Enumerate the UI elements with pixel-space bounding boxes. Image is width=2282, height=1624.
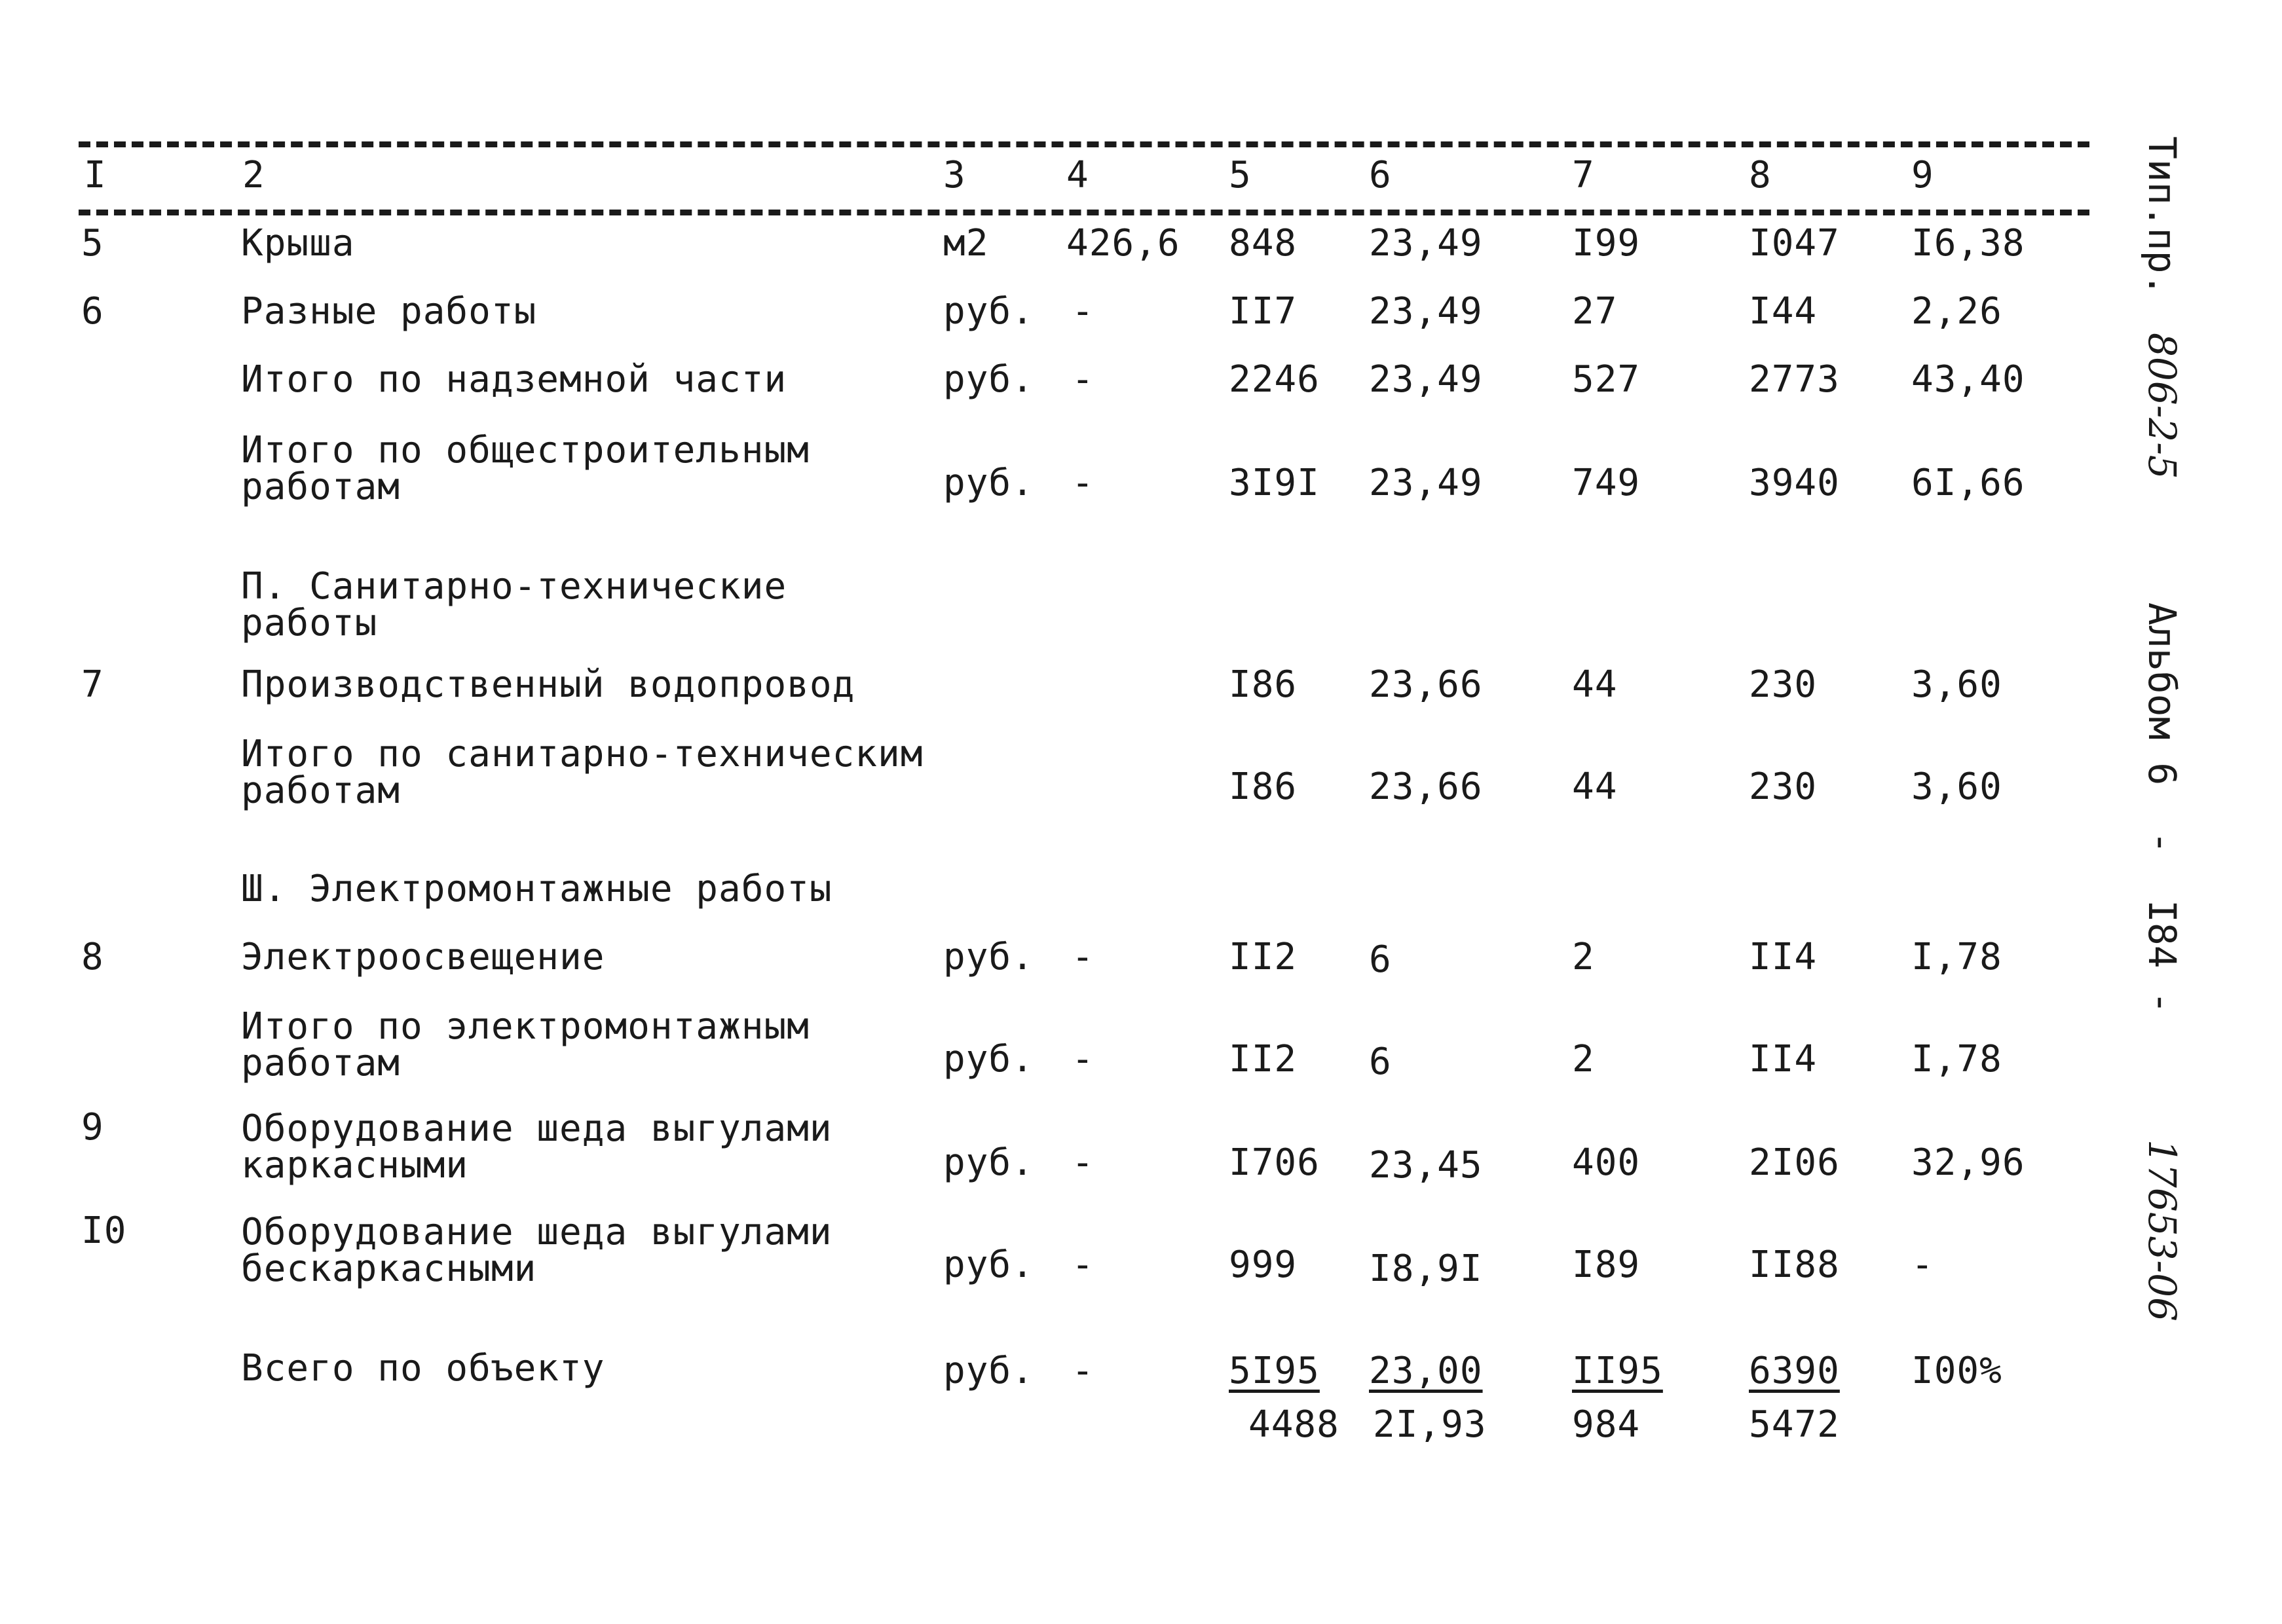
subtotal-name: Итого по санитарно-техническим работам bbox=[241, 733, 924, 812]
subtotal-name: Итого по надземной части bbox=[241, 358, 787, 401]
row-col8: I44 bbox=[1749, 290, 1818, 333]
row-quantity: - bbox=[1072, 1141, 1094, 1184]
row-col6: 6 bbox=[1369, 938, 1392, 981]
section-heading: Ш. Электромонтажные работы bbox=[241, 868, 832, 910]
row-quantity: - bbox=[1072, 358, 1094, 401]
header-rule-top bbox=[79, 141, 2089, 147]
row-col6: 23,49 bbox=[1369, 358, 1483, 401]
row-col7: 44 bbox=[1572, 766, 1618, 808]
col-header-6: 6 bbox=[1369, 154, 1392, 196]
col-header-3: 3 bbox=[943, 154, 966, 196]
row-col5: I706 bbox=[1229, 1141, 1320, 1184]
row-col8: 3940 bbox=[1749, 462, 1840, 504]
total-col8-alt: 5472 bbox=[1749, 1403, 1840, 1446]
row-col8: 230 bbox=[1749, 663, 1818, 706]
row-col7: 27 bbox=[1572, 290, 1618, 333]
row-number: 6 bbox=[81, 290, 104, 333]
total-col5-alt: 4488 bbox=[1248, 1403, 1339, 1446]
row-col9: I6,38 bbox=[1911, 222, 2025, 265]
col-header-4: 4 bbox=[1066, 154, 1089, 196]
col-header-8: 8 bbox=[1749, 154, 1772, 196]
side-album: Альбом 6 - I84 - bbox=[2140, 602, 2184, 1014]
row-col8: II88 bbox=[1749, 1244, 1840, 1286]
row-name: Крыша bbox=[241, 222, 355, 265]
row-name: Оборудование шеда выгулами бескаркасными bbox=[241, 1211, 832, 1290]
row-col7: 2 bbox=[1572, 936, 1595, 978]
row-unit: руб. bbox=[943, 462, 1034, 504]
row-name: Производственный водопровод bbox=[241, 663, 855, 706]
row-unit: руб. bbox=[943, 1350, 1034, 1392]
side-project-code: 806-2-5 bbox=[2140, 333, 2184, 479]
row-quantity: - bbox=[1072, 1244, 1094, 1286]
row-name: Оборудование шеда выгулами каркасными bbox=[241, 1107, 832, 1187]
row-col6: 23,66 bbox=[1369, 766, 1483, 808]
row-col6: 23,45 bbox=[1369, 1144, 1483, 1187]
row-col5: 999 bbox=[1229, 1244, 1298, 1286]
grand-total-name: Всего по объекту bbox=[241, 1347, 605, 1390]
row-col5: II2 bbox=[1229, 936, 1298, 978]
row-quantity: - bbox=[1072, 1038, 1094, 1080]
row-col9: I,78 bbox=[1911, 1038, 2002, 1080]
row-col5: 2246 bbox=[1229, 358, 1320, 401]
row-col9: 2,26 bbox=[1911, 290, 2002, 333]
row-col9: I,78 bbox=[1911, 936, 2002, 978]
row-col8: II4 bbox=[1749, 1038, 1818, 1080]
col-header-5: 5 bbox=[1229, 154, 1252, 196]
row-col6: 6 bbox=[1369, 1041, 1392, 1083]
row-col8: I047 bbox=[1749, 222, 1840, 265]
row-col7: 44 bbox=[1572, 663, 1618, 706]
row-col9: - bbox=[1911, 1244, 1934, 1286]
total-col9: I00% bbox=[1911, 1350, 2002, 1392]
row-col7: I99 bbox=[1572, 222, 1641, 265]
row-col7: I89 bbox=[1572, 1244, 1641, 1286]
row-quantity: - bbox=[1072, 936, 1094, 978]
row-col9: 32,96 bbox=[1911, 1141, 2025, 1184]
row-name: Электроосвещение bbox=[241, 936, 605, 978]
row-unit: м2 bbox=[943, 222, 989, 265]
total-col7: II95 bbox=[1572, 1350, 1663, 1392]
row-number: 5 bbox=[81, 222, 104, 265]
row-number: I0 bbox=[81, 1209, 127, 1252]
total-col6: 23,00 bbox=[1369, 1350, 1483, 1392]
row-col5: 848 bbox=[1229, 222, 1298, 265]
row-col9: 3,60 bbox=[1911, 766, 2002, 808]
row-unit: руб. bbox=[943, 936, 1034, 978]
row-unit: руб. bbox=[943, 1244, 1034, 1286]
col-header-1: I bbox=[84, 154, 107, 196]
col-header-9: 9 bbox=[1911, 154, 1934, 196]
col-header-7: 7 bbox=[1572, 154, 1595, 196]
col-header-2: 2 bbox=[242, 154, 265, 196]
row-col6: 23,49 bbox=[1369, 462, 1483, 504]
row-col7: 2 bbox=[1572, 1038, 1595, 1080]
row-col5: I86 bbox=[1229, 766, 1298, 808]
row-col7: 749 bbox=[1572, 462, 1641, 504]
row-col5: II2 bbox=[1229, 1038, 1298, 1080]
row-col9: 43,40 bbox=[1911, 358, 2025, 401]
row-col5: II7 bbox=[1229, 290, 1298, 333]
total-col8: 6390 bbox=[1749, 1350, 1840, 1392]
row-col5: 3I9I bbox=[1229, 462, 1320, 504]
row-quantity: - bbox=[1072, 1350, 1094, 1392]
row-number: 9 bbox=[81, 1106, 104, 1149]
row-col9: 6I,66 bbox=[1911, 462, 2025, 504]
row-col8: II4 bbox=[1749, 936, 1818, 978]
row-unit: руб. bbox=[943, 1038, 1034, 1080]
total-col6-alt: 2I,93 bbox=[1373, 1403, 1487, 1446]
side-project-type: Тип.пр. bbox=[2140, 136, 2184, 297]
row-col8: 2I06 bbox=[1749, 1141, 1840, 1184]
row-col9: 3,60 bbox=[1911, 663, 2002, 706]
row-number: 7 bbox=[81, 663, 104, 706]
subtotal-name: Итого по общестроительным работам bbox=[241, 429, 810, 508]
section-heading: П. Санитарно-технические работы bbox=[241, 565, 787, 644]
subtotal-name: Итого по электромонтажным работам bbox=[241, 1005, 810, 1084]
row-col7: 400 bbox=[1572, 1141, 1641, 1184]
row-col6: 23,49 bbox=[1369, 222, 1483, 265]
row-unit: руб. bbox=[943, 290, 1034, 333]
row-col7: 527 bbox=[1572, 358, 1641, 401]
row-col6: 23,66 bbox=[1369, 663, 1483, 706]
row-col5: I86 bbox=[1229, 663, 1298, 706]
total-col7-alt: 984 bbox=[1572, 1403, 1641, 1446]
row-col6: 23,49 bbox=[1369, 290, 1483, 333]
row-unit: руб. bbox=[943, 1141, 1034, 1184]
row-number: 8 bbox=[81, 936, 104, 978]
row-col8: 230 bbox=[1749, 766, 1818, 808]
row-col8: 2773 bbox=[1749, 358, 1840, 401]
row-quantity: - bbox=[1072, 290, 1094, 333]
header-rule-bottom bbox=[79, 210, 2089, 215]
row-quantity: - bbox=[1072, 462, 1094, 504]
side-document-number: 17653-06 bbox=[2140, 1139, 2184, 1321]
row-quantity: 426,6 bbox=[1066, 222, 1180, 265]
row-unit: руб. bbox=[943, 358, 1034, 401]
row-name: Разные работы bbox=[241, 290, 537, 333]
total-col5: 5I95 bbox=[1229, 1350, 1320, 1392]
row-col6: I8,9I bbox=[1369, 1247, 1483, 1290]
